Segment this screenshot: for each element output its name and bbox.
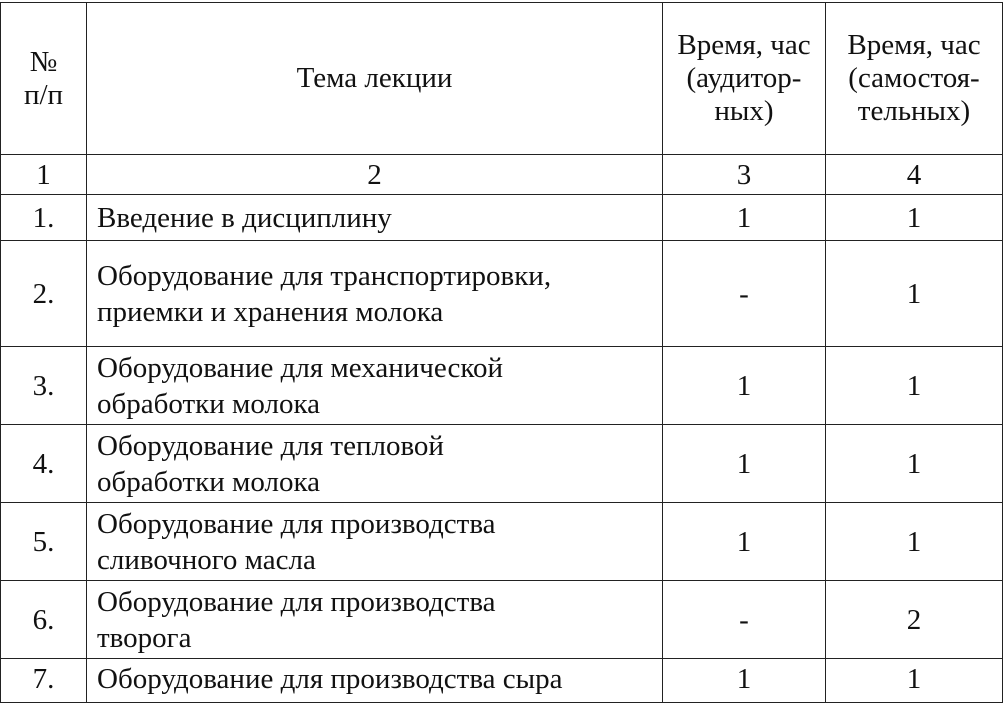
table-row [1, 503, 1003, 581]
table-row [1, 581, 1003, 659]
row-auditory-hours: - [663, 581, 826, 659]
header-auditory [663, 3, 826, 155]
header-num [1, 3, 87, 155]
table-row [1, 241, 1003, 347]
header-self [826, 3, 1003, 155]
row-topic [87, 503, 663, 581]
row-number: 6. [1, 581, 87, 659]
row-topic [87, 195, 663, 241]
row-number: 2. [1, 241, 87, 347]
row-topic-text: Оборудование для производства творога [97, 585, 496, 654]
row-self-hours: 1 [826, 659, 1003, 703]
row-auditory-hours: 1 [663, 347, 826, 425]
table-row [1, 659, 1003, 703]
column-number-cell: 3 [663, 155, 826, 195]
row-self-hours: 1 [826, 347, 1003, 425]
column-number-cell: 2 [87, 155, 663, 195]
header-self-text: Время, час (самостоя- тельных) [847, 29, 981, 127]
lectures-table [0, 2, 1003, 703]
table-row [1, 195, 1003, 241]
row-topic [87, 241, 663, 347]
row-number: 3. [1, 347, 87, 425]
row-topic [87, 347, 663, 425]
row-topic-text: Оборудование для тепловой обработки молока [97, 429, 444, 498]
row-auditory-hours: 1 [663, 659, 826, 703]
row-self-hours: 1 [826, 241, 1003, 347]
row-topic-text: Оборудование для транспортировки, приемки и хранения молока [97, 259, 552, 328]
table-row [1, 425, 1003, 503]
header-num-text: № п/п [23, 45, 64, 111]
row-topic-text: Оборудование для производства сливочного масла [97, 507, 496, 576]
row-auditory-hours: 1 [663, 503, 826, 581]
header-row [1, 3, 1003, 155]
row-number: 4. [1, 425, 87, 503]
row-number: 1. [1, 195, 87, 241]
row-topic [87, 425, 663, 503]
column-number-row [1, 155, 1003, 195]
row-self-hours: 1 [826, 503, 1003, 581]
row-number: 7. [1, 659, 87, 703]
row-auditory-hours: - [663, 241, 826, 347]
header-topic-text: Тема лекции [296, 62, 453, 94]
row-auditory-hours: 1 [663, 425, 826, 503]
row-topic [87, 659, 663, 703]
row-topic-text: Оборудование для производства сыра [97, 663, 563, 695]
header-auditory-text: Время, час (аудитор- ных) [677, 29, 811, 127]
row-self-hours: 1 [826, 195, 1003, 241]
column-number-cell: 4 [826, 155, 1003, 195]
row-self-hours: 1 [826, 425, 1003, 503]
row-self-hours: 2 [826, 581, 1003, 659]
row-topic-text: Оборудование для механической обработки молока [97, 351, 503, 420]
row-topic [87, 581, 663, 659]
row-auditory-hours: 1 [663, 195, 826, 241]
table-row [1, 347, 1003, 425]
row-topic-text: Введение в дисциплину [97, 201, 392, 234]
header-topic [87, 3, 663, 155]
column-number-cell: 1 [1, 155, 87, 195]
row-number: 5. [1, 503, 87, 581]
